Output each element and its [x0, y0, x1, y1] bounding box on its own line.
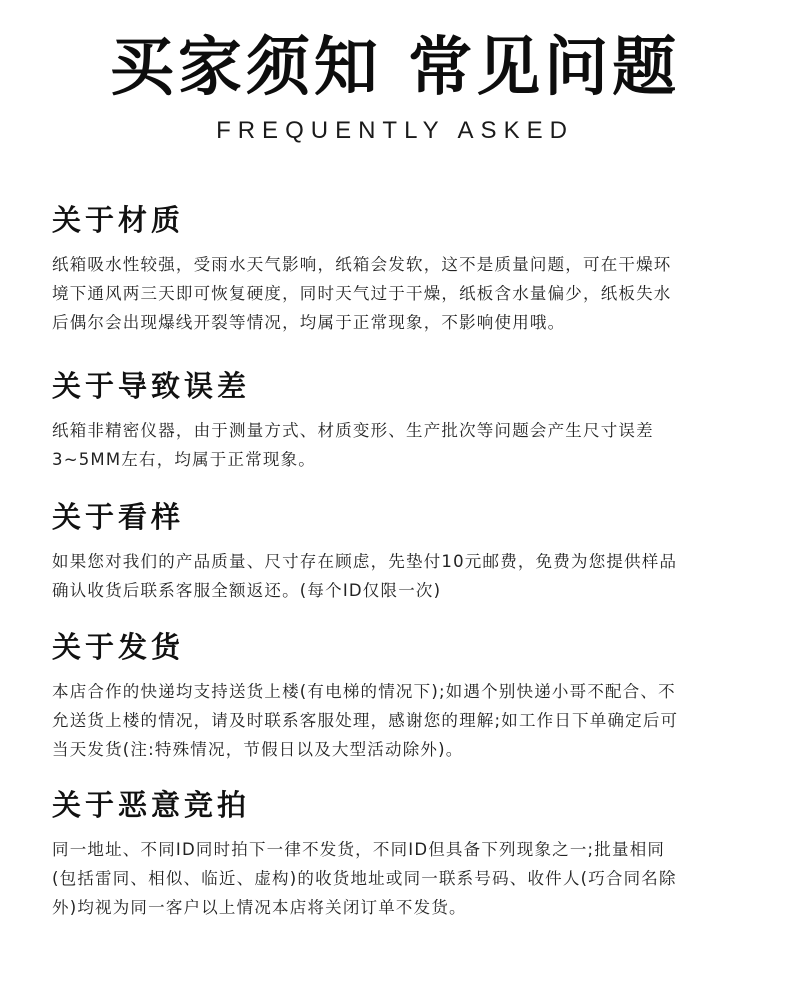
page-title: 买家须知 常见问题 — [109, 31, 681, 105]
section-body-line: 境下通风两三天即可恢复硬度，同时天气过于干燥，纸板含水量偏少，纸板失水 — [52, 284, 672, 303]
section-title: 关于恶意竞拍 — [52, 788, 251, 822]
section-title: 关于看样 — [52, 500, 185, 534]
section-body-line: 确认收货后联系客服全额返还。(每个ID仅限一次) — [52, 581, 442, 600]
section-body-line: (包括雷同、相似、临近、虚构)的收货地址或同一联系号码、收件人(巧合同名除 — [52, 869, 677, 888]
section-title: 关于材质 — [52, 203, 185, 237]
section-body-line: 同一地址、不同ID同时拍下一律不发货，不同ID但具备下列现象之一;批量相同 — [52, 840, 666, 859]
section-body — [52, 547, 752, 605]
section-body-line: 外)均视为同一客户以上情况本店将关闭订单不发货。 — [52, 898, 467, 917]
section-shipping — [52, 627, 752, 764]
section-body-line: 本店合作的快递均支持送货上楼(有电梯的情况下);如遇个别快递小哥不配合、不 — [52, 682, 676, 701]
page-subtitle: FREQUENTLY ASKED — [216, 117, 574, 144]
section-samples — [52, 497, 752, 605]
section-title: 关于导致误差 — [52, 369, 251, 403]
section-body — [52, 677, 752, 764]
section-error-tolerance — [52, 366, 752, 474]
section-malicious-bidding — [52, 785, 752, 922]
section-title: 关于发货 — [52, 630, 185, 664]
section-body-line: 3~5MM左右，均属于正常现象。 — [52, 450, 316, 469]
section-body-line: 纸箱非精密仪器，由于测量方式、材质变形、生产批次等问题会产生尺寸误差 — [52, 421, 654, 440]
section-body-line: 当天发货(注:特殊情况，节假日以及大型活动除外)。 — [52, 740, 464, 759]
section-body — [52, 250, 752, 337]
section-body-line: 后偶尔会出现爆线开裂等情况，均属于正常现象，不影响使用哦。 — [52, 313, 566, 332]
section-body — [52, 416, 752, 474]
section-body — [52, 835, 752, 922]
section-body-line: 允送货上楼的情况，请及时联系客服处理，感谢您的理解;如工作日下单确定后可 — [52, 711, 679, 730]
section-material — [52, 200, 752, 337]
section-body-line: 纸箱吸水性较强，受雨水天气影响，纸箱会发软，这不是质量问题，可在干燥环 — [52, 255, 672, 274]
section-body-line: 如果您对我们的产品质量、尺寸存在顾虑，先垫付10元邮费，免费为您提供样品 — [52, 552, 678, 571]
